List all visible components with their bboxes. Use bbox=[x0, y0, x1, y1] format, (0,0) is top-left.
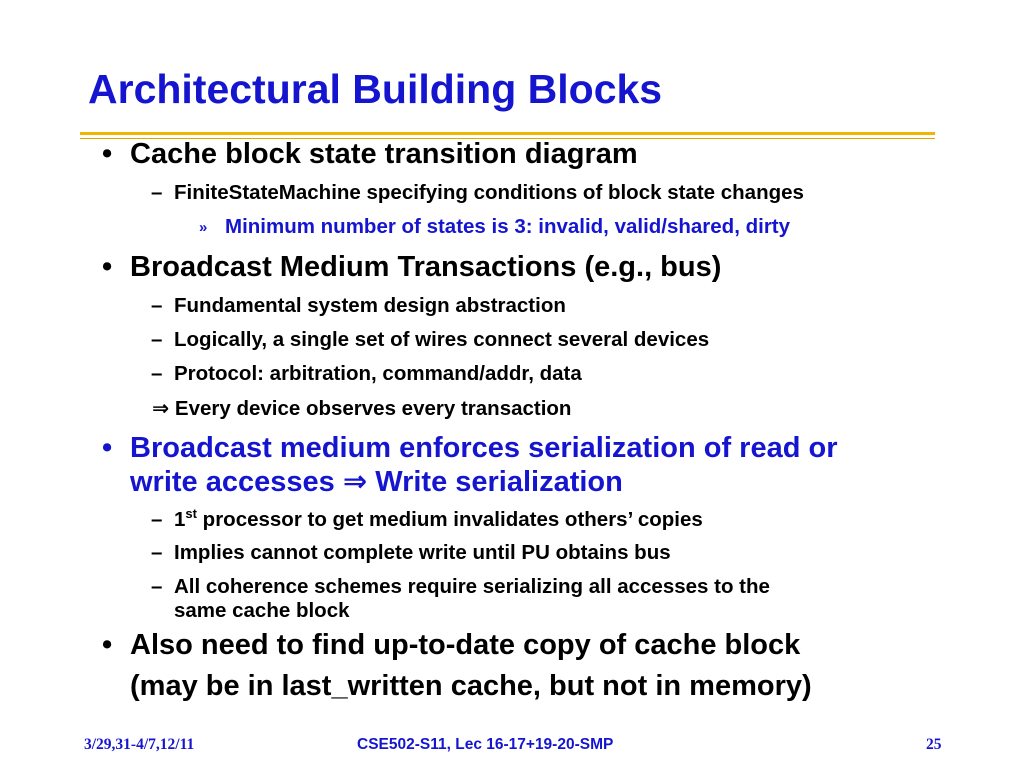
ordinal-suffix: st bbox=[185, 506, 197, 521]
bullet-text: write accesses bbox=[130, 466, 335, 498]
sub-bullet-item bbox=[151, 294, 566, 318]
bullet-marker: • bbox=[102, 629, 113, 661]
sub-bullet-text: Logically, a single set of wires connect several devices bbox=[174, 328, 710, 351]
bullet-item bbox=[102, 629, 801, 662]
dash-marker: – bbox=[151, 362, 163, 385]
footer-course: CSE502-S11, Lec 16-17+19-20-SMP bbox=[357, 736, 614, 753]
sub-bullet-text: Fundamental system design abstraction bbox=[174, 294, 566, 317]
bullet-continuation bbox=[130, 670, 812, 703]
sub-sub-bullet-text: Minimum number of states is 3: invalid, valid/shared, dirty bbox=[225, 215, 791, 238]
bullet-marker: • bbox=[102, 138, 113, 170]
sub-bullet-text: processor to get medium invalidates others’ copies bbox=[202, 508, 703, 531]
bullet-item bbox=[102, 138, 638, 171]
sub-bullet-text: same cache block bbox=[174, 599, 350, 622]
bullet-text: Broadcast medium enforces serialization of read or bbox=[130, 432, 838, 464]
dash-marker: – bbox=[151, 575, 163, 598]
dash-marker: – bbox=[151, 181, 163, 204]
bullet-text: Write serialization bbox=[375, 466, 623, 498]
implies-icon: ⇒ bbox=[152, 396, 170, 420]
bullet-marker: • bbox=[102, 251, 113, 283]
sub-bullet-item bbox=[151, 181, 804, 205]
sub-bullet-item bbox=[151, 575, 770, 599]
sub-bullet-continuation bbox=[174, 599, 350, 623]
implies-text: Every device observes every transaction bbox=[174, 397, 572, 420]
dash-marker: – bbox=[151, 541, 163, 564]
footer-page-number: 25 bbox=[926, 736, 942, 753]
bullet-text: Cache block state transition diagram bbox=[130, 138, 638, 170]
bullet-text: Also need to find up-to-date copy of cache block bbox=[130, 629, 801, 661]
sub-bullet-text: Implies cannot complete write until PU obtains bus bbox=[174, 541, 671, 564]
sub-bullet-text: FiniteStateMachine specifying conditions of block state changes bbox=[174, 181, 804, 204]
sub-bullet-item bbox=[151, 541, 671, 565]
raquo-marker: » bbox=[199, 219, 208, 236]
sub-bullet-item bbox=[151, 328, 710, 352]
title-divider bbox=[80, 132, 935, 135]
implies-icon: ⇒ bbox=[342, 464, 368, 498]
bullet-text: Broadcast Medium Transactions (e.g., bus) bbox=[130, 251, 722, 283]
dash-marker: – bbox=[151, 328, 163, 351]
bullet-item bbox=[102, 432, 838, 465]
dash-marker: – bbox=[151, 294, 163, 317]
sub-bullet-text: Protocol: arbitration, command/addr, data bbox=[174, 362, 582, 385]
ordinal-number: 1 bbox=[174, 508, 186, 531]
bullet-item bbox=[102, 251, 722, 284]
footer-date: 3/29,31-4/7,12/11 bbox=[84, 736, 195, 753]
sub-sub-bullet-item bbox=[199, 215, 791, 239]
slide-title: Architectural Building Blocks bbox=[88, 66, 663, 112]
implies-line bbox=[152, 396, 571, 421]
sub-bullet-item bbox=[151, 506, 703, 532]
sub-bullet-item bbox=[151, 362, 582, 386]
bullet-text: (may be in last_written cache, but not in memory) bbox=[130, 670, 812, 702]
bullet-marker: • bbox=[102, 432, 113, 464]
sub-bullet-text: All coherence schemes require serializing all accesses to the bbox=[174, 575, 770, 598]
bullet-continuation bbox=[130, 464, 623, 499]
dash-marker: – bbox=[151, 508, 163, 531]
